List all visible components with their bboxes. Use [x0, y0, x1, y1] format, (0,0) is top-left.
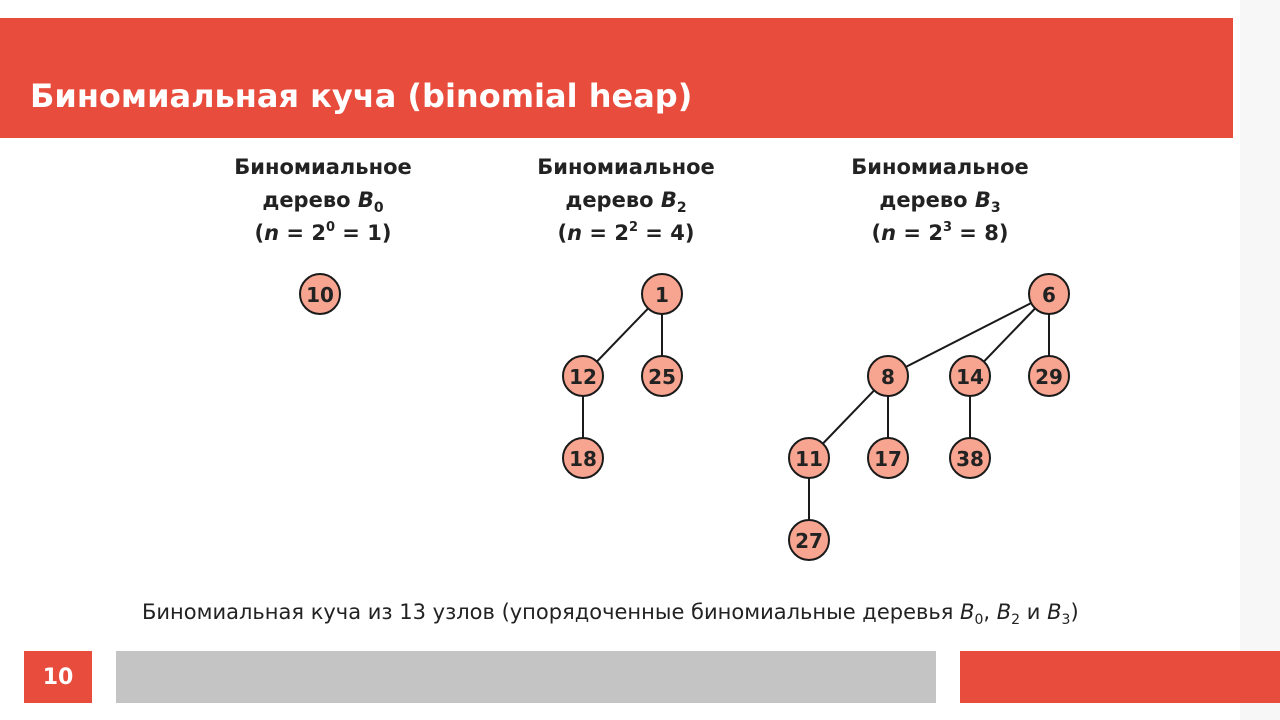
caption-word: дерево — [262, 188, 351, 212]
tree-node — [789, 438, 829, 478]
node-label: 11 — [795, 447, 823, 471]
caption-separator: , — [983, 600, 997, 624]
n-formula-part: = 2 — [896, 221, 943, 245]
tree-node — [950, 438, 990, 478]
n-variable: n — [567, 221, 583, 245]
tree-node — [300, 274, 340, 314]
caption-line: Биномиальное — [234, 155, 412, 179]
caption-end: ) — [1070, 600, 1079, 624]
tree-node — [1029, 356, 1069, 396]
tree-node — [789, 520, 829, 560]
tree-caption-b0: Биномиальное дерево $B_0$ $(n = 2^0 = 1)$ — [234, 155, 412, 245]
caption-subscript: 2 — [1011, 612, 1021, 628]
caption-line: Биномиальное — [851, 155, 1029, 179]
n-exponent: 0 — [325, 220, 335, 235]
n-variable: n — [881, 221, 897, 245]
node-label: 17 — [874, 447, 902, 471]
node-label: 18 — [569, 447, 597, 471]
tree-node — [868, 438, 908, 478]
n-formula-result: = 8) — [952, 221, 1009, 245]
node-label: 14 — [956, 365, 984, 389]
page-number: 10 — [24, 651, 92, 703]
caption-separator: и — [1020, 600, 1048, 624]
n-exponent: 3 — [942, 220, 952, 235]
caption-subscript: 3 — [990, 200, 1001, 216]
tree-node — [1029, 274, 1069, 314]
node-label: 1 — [655, 283, 669, 307]
caption-subscript: 0 — [974, 612, 984, 628]
node-label: 27 — [795, 529, 823, 553]
node-label: 38 — [956, 447, 984, 471]
caption-symbol: B — [660, 188, 677, 212]
n-formula-result: = 4) — [638, 221, 695, 245]
caption-word: дерево — [565, 188, 654, 212]
tree-caption-b3: Биномиальное дерево $B_3$ $(n = 2^3 = 8)$ — [851, 155, 1029, 245]
caption-symbol: B — [996, 600, 1012, 624]
caption-subscript: 2 — [676, 200, 687, 216]
tree-caption-b2: Биномиальное дерево $B_2$ $(n = 2^2 = 4)$ — [537, 155, 715, 245]
tree-node — [563, 438, 603, 478]
heap-caption — [142, 600, 1142, 628]
tree-node — [642, 274, 682, 314]
n-formula-part: = 2 — [582, 221, 629, 245]
node-label: 10 — [306, 283, 334, 307]
slide-title: Биномиальная куча (binomial heap) — [30, 77, 693, 115]
tree-node — [642, 356, 682, 396]
n-formula-result: = 1) — [335, 221, 392, 245]
tree-node — [563, 356, 603, 396]
edges-layer — [583, 294, 1049, 540]
caption-symbol: B — [974, 188, 991, 212]
node-label: 8 — [881, 365, 895, 389]
nodes-layer — [300, 274, 1069, 560]
caption-word: дерево — [879, 188, 968, 212]
node-label: 25 — [648, 365, 676, 389]
caption-line: Биномиальное — [537, 155, 715, 179]
caption-symbol: B — [357, 188, 374, 212]
n-formula-part: = 2 — [279, 221, 326, 245]
n-variable: n — [264, 221, 280, 245]
caption-symbol: B — [1047, 600, 1062, 624]
tree-node — [868, 356, 908, 396]
caption-subscript: 3 — [1061, 612, 1071, 628]
n-exponent: 2 — [628, 220, 638, 235]
footer-bar — [116, 651, 936, 703]
node-label: 12 — [569, 365, 597, 389]
caption-subscript: 0 — [373, 200, 384, 216]
node-label: 29 — [1035, 365, 1063, 389]
tree-node — [950, 356, 990, 396]
caption-symbol: B — [960, 600, 975, 624]
node-label: 6 — [1042, 283, 1056, 307]
heap-caption-text: Биномиальная куча из 13 узлов (упорядоченные биномиальные деревья — [142, 600, 961, 624]
footer-accent-bar — [960, 651, 1280, 703]
